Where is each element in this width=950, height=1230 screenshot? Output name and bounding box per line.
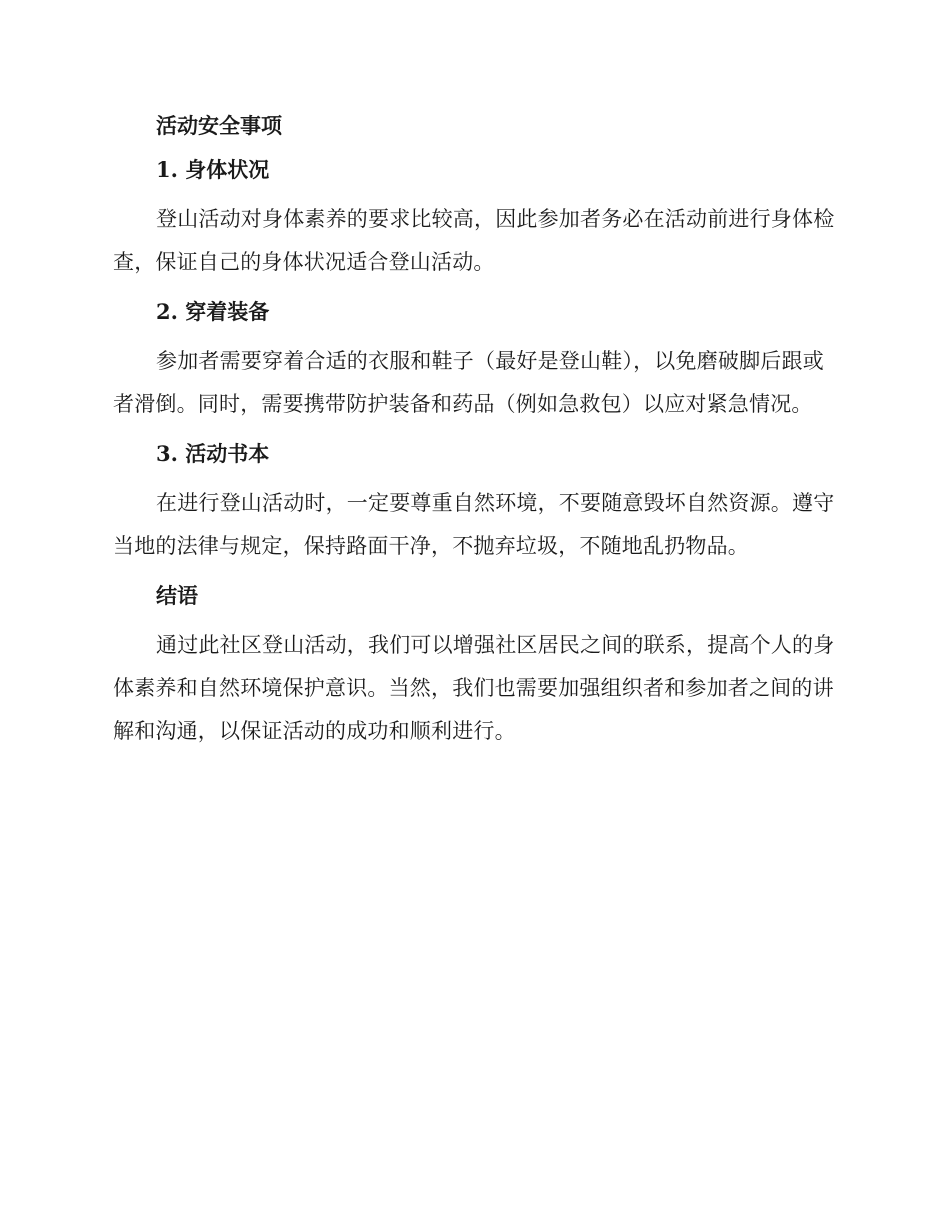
section-title: 活动安全事项 <box>156 113 282 138</box>
paragraph-activity-guide: 在进行登山活动时，一定要尊重自然环境，不要随意毁坏自然资源。遵守当地的法律与规定，保持路面干净，不抛弃垃圾，不随地乱扔物品。 <box>113 491 835 558</box>
heading-equipment: 2. 穿着装备 <box>156 299 270 324</box>
heading-conclusion: 结语 <box>156 583 198 608</box>
heading-activity-guide: 3. 活动书本 <box>156 441 270 466</box>
document-body <box>113 110 835 753</box>
heading-physical-condition: 1. 身体状况 <box>156 157 270 182</box>
paragraph-equipment: 参加者需要穿着合适的衣服和鞋子（最好是登山鞋），以免磨破脚后跟或者滑倒。同时，需要携带防护装备和药品（例如急救包）以应对紧急情况。 <box>113 349 824 416</box>
paragraph-conclusion: 通过此社区登山活动，我们可以增强社区居民之间的联系，提高个人的身体素养和自然环境保护意识。当然，我们也需要加强组织者和参加者之间的讲解和沟通，以保证活动的成功和顺利进行。 <box>113 633 835 743</box>
paragraph-physical-condition: 登山活动对身体素养的要求比较高，因此参加者务必在活动前进行身体检查，保证自己的身体状况适合登山活动。 <box>113 207 835 274</box>
